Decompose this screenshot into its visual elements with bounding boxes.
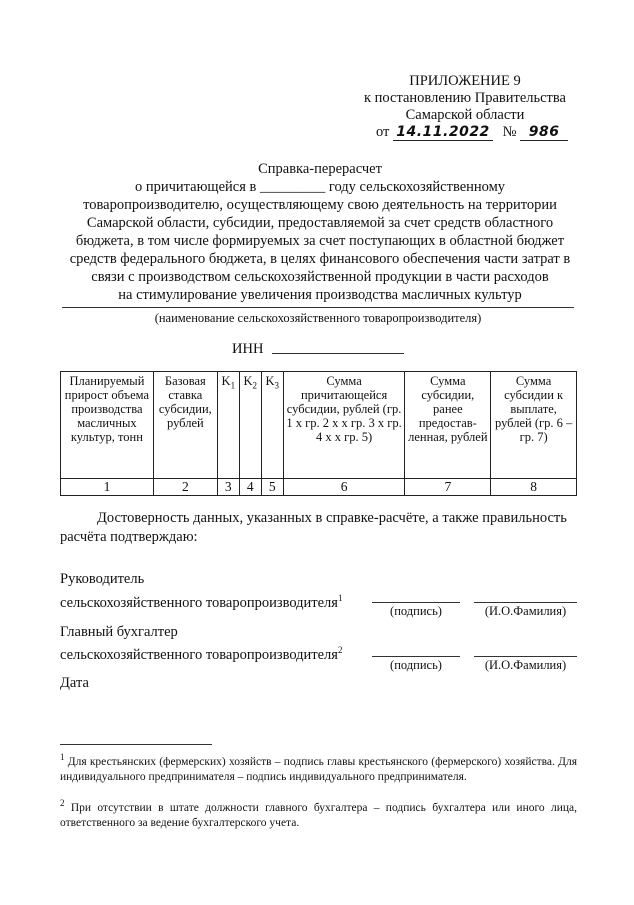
accountant-role (60, 640, 342, 665)
head-role-text: сельскохозяйственного товаропроизводителя (60, 594, 338, 611)
footnote-1-mark: 1 (60, 752, 65, 762)
confirmation-line1: Достоверность данных, указанных в справке-расчёте, а также правильность (97, 510, 567, 526)
column-number: 5 (261, 479, 283, 496)
heading-line7: на стимулирование увеличения производства масличных культур (118, 287, 522, 303)
date-label: Дата (60, 675, 89, 691)
header-cell: Базовая ставка субсидии, рублей (153, 372, 217, 479)
year-blank: _________ (259, 179, 326, 195)
column-number: 2 (153, 479, 217, 496)
inn-line (272, 353, 404, 354)
head-role (60, 588, 342, 613)
appendix-line1: к постановлению Правительства (364, 90, 566, 106)
table-number-row (61, 479, 577, 496)
accountant-title: Главный бухгалтер (60, 624, 178, 640)
header-cell-k2: $K_2$ (239, 372, 261, 479)
footnote-ref-1: 1 (337, 593, 343, 603)
heading-line1-a: о причитающейся в (134, 179, 257, 195)
head-signature-line (372, 602, 460, 603)
subsidy-table (60, 371, 577, 496)
accountant-name-caption: (И.О.Фамилия) (484, 658, 567, 672)
column-number: 6 (283, 479, 405, 496)
head-name-caption: (И.О.Фамилия) (484, 604, 567, 618)
header-cell: Сумма причитающейся субсидии, рублей (гр. 1 х гр. 2 х х гр. 3 х гр. 4 х х гр. 5) (283, 372, 405, 479)
date-prefix: от (376, 124, 390, 140)
column-number: 7 (405, 479, 491, 496)
header-cell: Сумма субсидии к выплате, рублей (гр. 6 – гр. 7) (491, 372, 577, 479)
head-name-line (474, 602, 577, 603)
heading-line4: бюджета, в том числе формируемых за счет поступающих в областной бюджет (75, 233, 565, 249)
footnote-1-text: Для крестьянских (фермерских) хозяйств – подпись главы крестьянского (фермерского) хозяйства. Для индивидуального предпринимателя – подпись индивидуального предпринимателя. (60, 755, 577, 783)
date-value: 14.11.2022 (393, 125, 493, 141)
appendix-date-line (376, 124, 568, 141)
header-cell: Планируемый прирост объема производства масличных культур, тонн (61, 372, 154, 479)
footnote-2-text: При отсутствии в штате должности главного бухгалтера – подпись бухгалтера или иного лица, ответственного за ведение бухгалтерского учета. (60, 801, 577, 829)
footnote-2 (60, 796, 577, 831)
column-number: 1 (61, 479, 154, 496)
header-cell-k1: $K_1$ (217, 372, 239, 479)
inn-label: ИНН (232, 341, 264, 357)
accountant-role-text: сельскохозяйственного товаропроизводителя (60, 646, 338, 663)
footnote-2-mark: 2 (60, 798, 65, 808)
head-signature-caption: (подпись) (390, 604, 442, 618)
column-number: 4 (239, 479, 261, 496)
footnote-1 (60, 750, 577, 785)
footnote-ref-2: 2 (337, 645, 343, 655)
heading-line5: средств федерального бюджета, в целях финансового обеспечения части затрат в (69, 251, 571, 267)
accountant-name-line (474, 656, 577, 657)
confirmation-line2: расчёта подтверждаю: (60, 529, 198, 545)
appendix-title: ПРИЛОЖЕНИЕ 9 (409, 73, 521, 89)
heading-line1 (60, 178, 580, 196)
heading-line6: связи с производством сельскохозяйственной продукции в части расходов (91, 269, 549, 285)
accountant-signature-line (372, 656, 460, 657)
heading-line1-c: году сельскохозяйственному (328, 179, 506, 195)
number-value: 986 (520, 125, 568, 141)
head-title: Руководитель (60, 571, 145, 587)
producer-caption: (наименование сельскохозяйственного товаропроизводителя) (154, 311, 482, 325)
number-prefix: № (502, 124, 517, 140)
heading-line2: товаропроизводителю, осуществляющему свою деятельность на территории (83, 197, 557, 213)
header-cell: Сумма субсидии, ранее предостав-ленная, рублей (405, 372, 491, 479)
producer-name-line (62, 307, 574, 308)
appendix-line2: Самарской области (405, 107, 525, 123)
table-header-row (61, 372, 577, 479)
accountant-signature-caption: (подпись) (390, 658, 442, 672)
column-number: 3 (217, 479, 239, 496)
header-cell-k3: $K_3$ (261, 372, 283, 479)
column-number: 8 (491, 479, 577, 496)
doc-title: Справка-перерасчет (258, 161, 382, 177)
heading-line3: Самарской области, субсидии, предоставляемой за счет средств областного (86, 215, 554, 231)
footnote-separator (60, 744, 212, 745)
